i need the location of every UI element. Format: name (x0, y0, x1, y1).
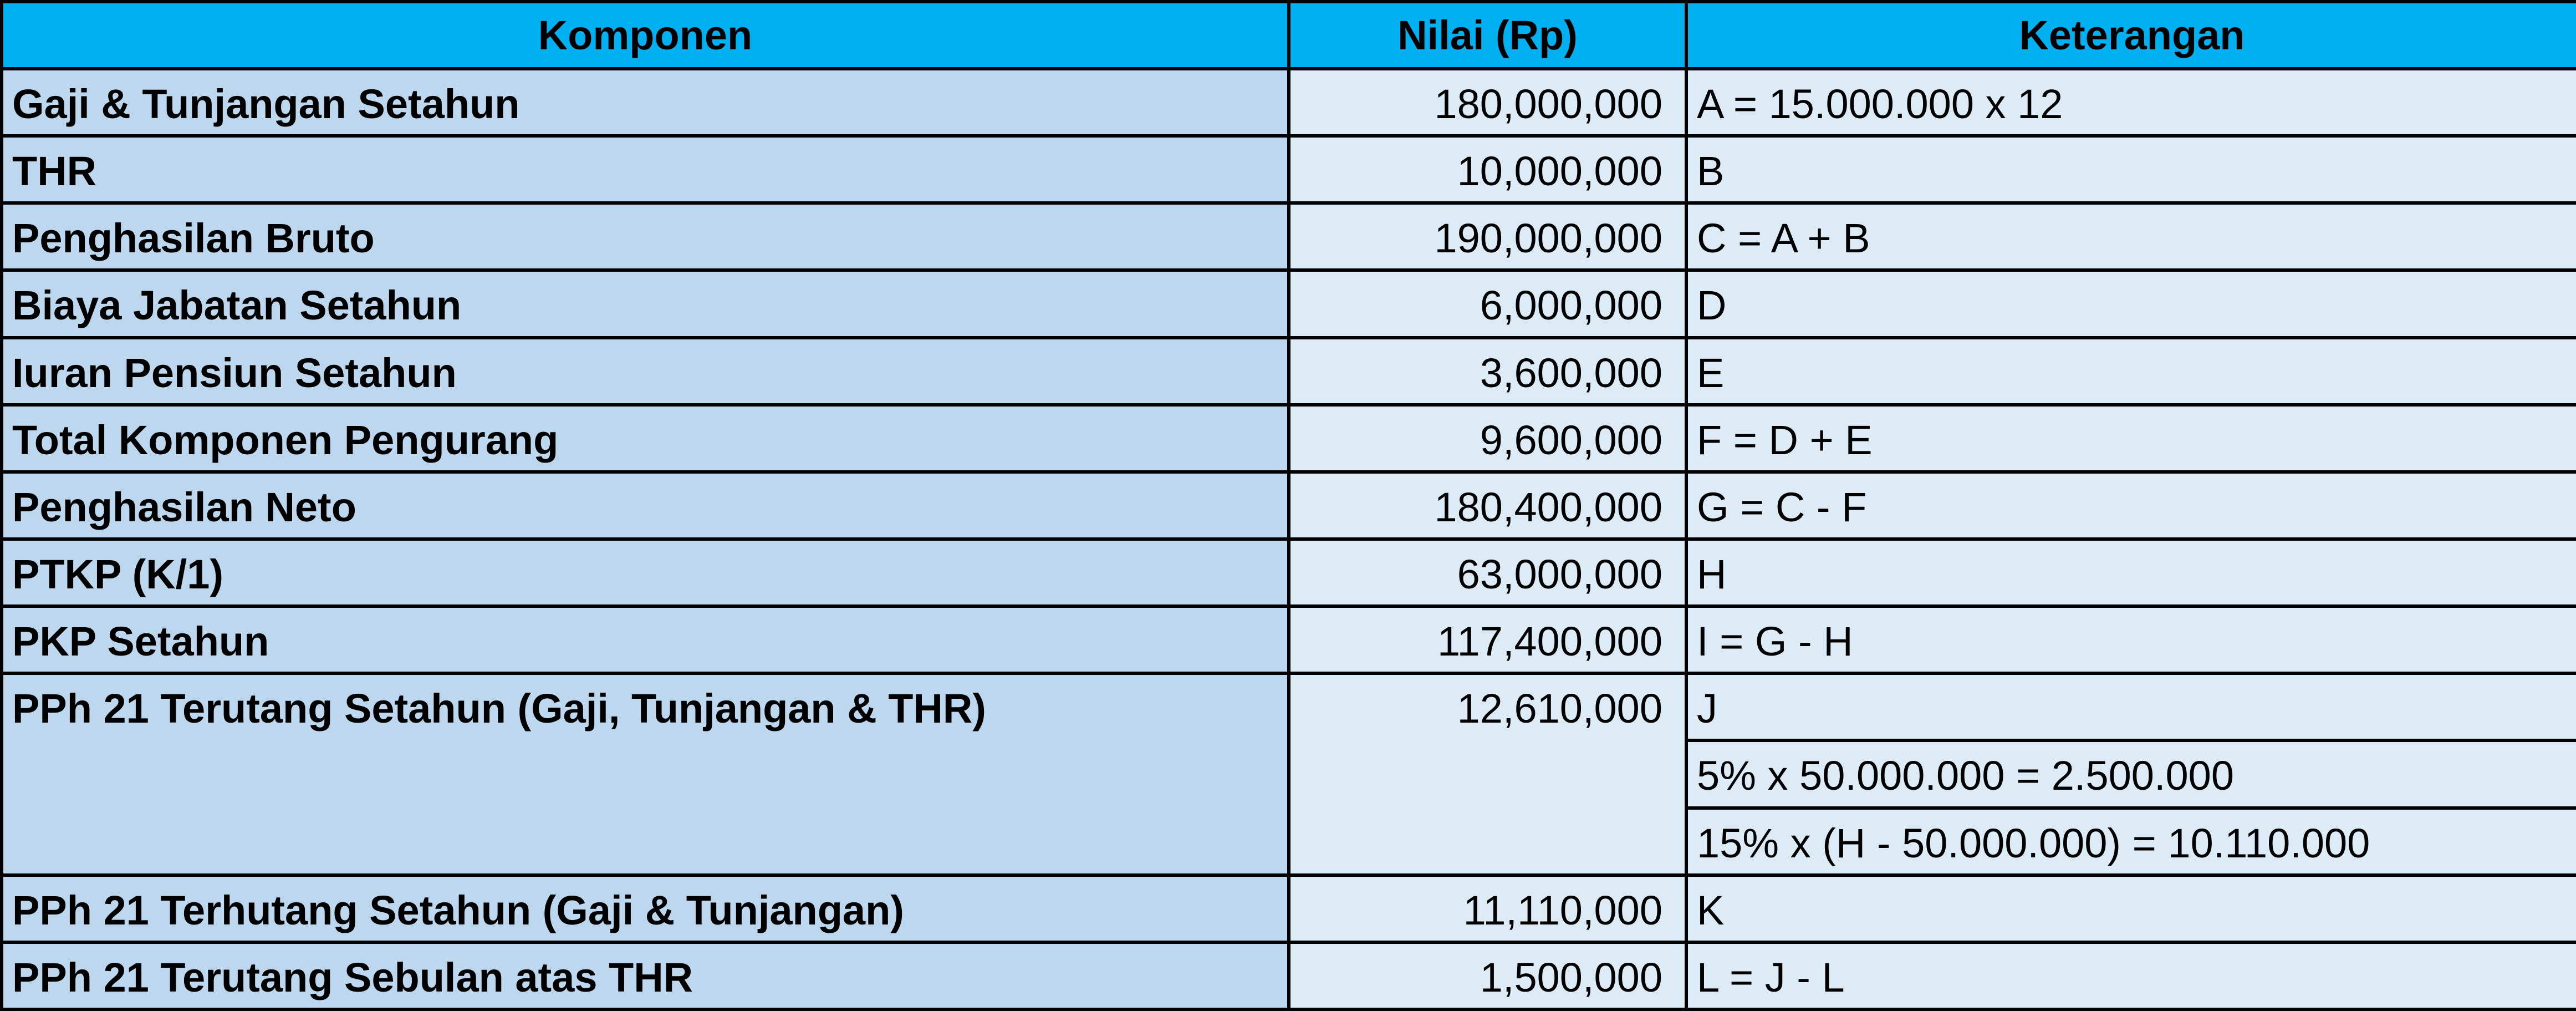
table-row (2, 69, 2576, 136)
header-row (2, 2, 2576, 69)
komponen-cell: THR (2, 136, 1289, 203)
komponen-cell: PTKP (K/1) (2, 539, 1289, 606)
table-row (2, 338, 2576, 405)
table-row (2, 942, 2576, 1009)
komponen-cell: PPh 21 Terutang Sebulan atas THR (2, 942, 1289, 1009)
keterangan-cell: H (1686, 539, 2576, 606)
keterangan-cell: B (1686, 136, 2576, 203)
table-row (2, 606, 2576, 673)
table-row (2, 136, 2576, 203)
keterangan-sub-cell: 5% x 50.000.000 = 2.500.000 (1686, 740, 2576, 807)
keterangan-cell: A = 15.000.000 x 12 (1686, 69, 2576, 136)
table-row (2, 673, 2576, 740)
table-row (2, 539, 2576, 606)
table-row (2, 875, 2576, 942)
komponen-cell: Penghasilan Neto (2, 472, 1289, 539)
nilai-cell: 10,000,000 (1289, 136, 1686, 203)
komponen-cell: Biaya Jabatan Setahun (2, 270, 1289, 337)
nilai-cell: 180,400,000 (1289, 472, 1686, 539)
nilai-cell: 9,600,000 (1289, 405, 1686, 472)
keterangan-cell: J (1686, 673, 2576, 740)
komponen-cell: Total Komponen Pengurang (2, 405, 1289, 472)
keterangan-cell: F = D + E (1686, 405, 2576, 472)
nilai-cell: 63,000,000 (1289, 539, 1686, 606)
nilai-cell: 12,610,000 (1289, 673, 1686, 875)
header-nilai: Nilai (Rp) (1289, 2, 1686, 69)
komponen-cell: Penghasilan Bruto (2, 203, 1289, 270)
nilai-cell: 117,400,000 (1289, 606, 1686, 673)
komponen-cell: PPh 21 Terhutang Setahun (Gaji & Tunjangan) (2, 875, 1289, 942)
keterangan-sub-cell: 15% x (H - 50.000.000) = 10.110.000 (1686, 808, 2576, 875)
komponen-cell: Gaji & Tunjangan Setahun (2, 69, 1289, 136)
keterangan-cell: L = J - L (1686, 942, 2576, 1009)
komponen-cell: Iuran Pensiun Setahun (2, 338, 1289, 405)
table-row (2, 203, 2576, 270)
nilai-cell: 3,600,000 (1289, 338, 1686, 405)
nilai-cell: 11,110,000 (1289, 875, 1686, 942)
nilai-cell: 6,000,000 (1289, 270, 1686, 337)
table-row (2, 405, 2576, 472)
keterangan-cell: C = A + B (1686, 203, 2576, 270)
nilai-cell: 180,000,000 (1289, 69, 1686, 136)
header-komponen: Komponen (2, 2, 1289, 69)
keterangan-cell: G = C - F (1686, 472, 2576, 539)
keterangan-cell: D (1686, 270, 2576, 337)
komponen-cell: PPh 21 Terutang Setahun (Gaji, Tunjangan & THR) (2, 673, 1289, 875)
table-row (2, 472, 2576, 539)
nilai-cell: 1,500,000 (1289, 942, 1686, 1009)
table-row (2, 270, 2576, 337)
nilai-cell: 190,000,000 (1289, 203, 1686, 270)
keterangan-cell: I = G - H (1686, 606, 2576, 673)
keterangan-cell: K (1686, 875, 2576, 942)
komponen-cell: PKP Setahun (2, 606, 1289, 673)
keterangan-cell: E (1686, 338, 2576, 405)
header-keterangan: Keterangan (1686, 2, 2576, 69)
